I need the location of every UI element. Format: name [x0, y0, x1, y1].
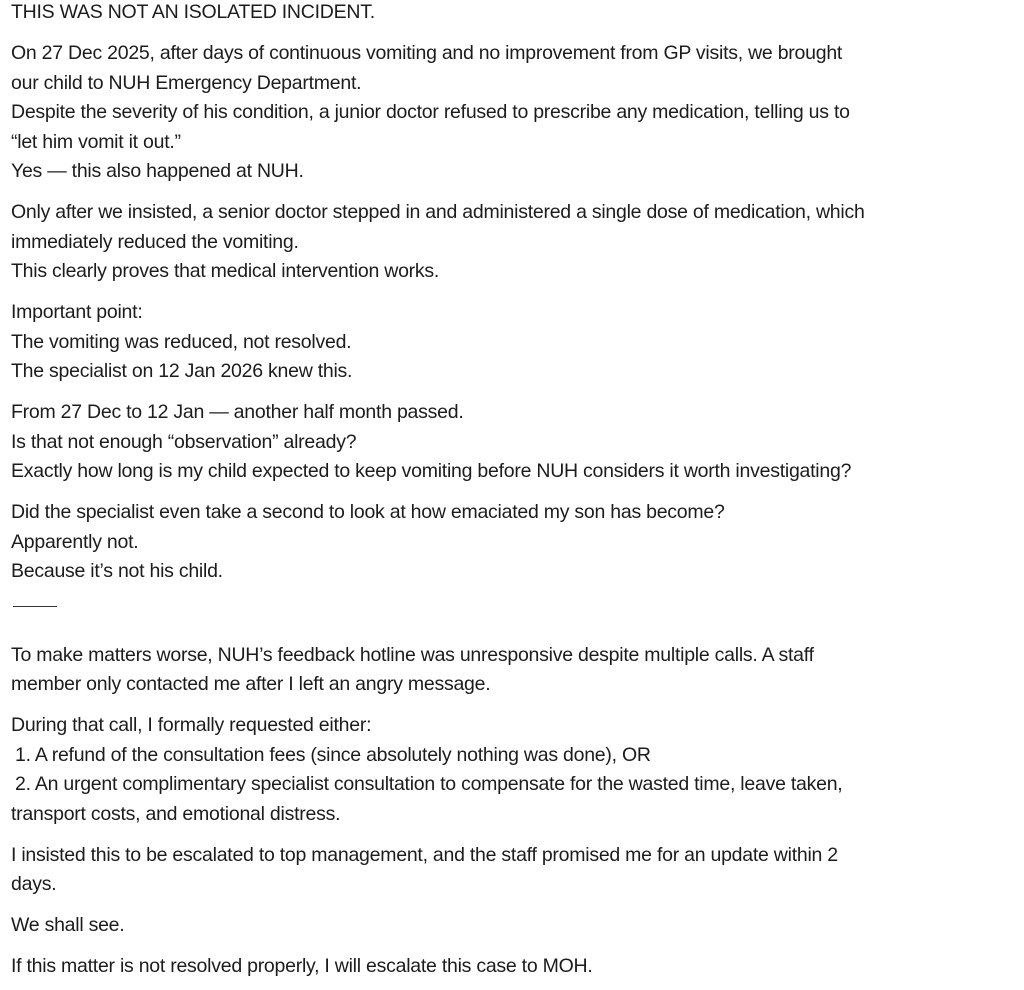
paragraph-line: On 27 Dec 2025, after days of continuous vomiting and no improvement from GP visits, we brought	[11, 42, 843, 64]
paragraph-line: This clearly proves that medical intervention works.	[11, 260, 440, 282]
paragraph-line: The vomiting was reduced, not resolved.	[11, 330, 352, 353]
paragraph-timeline	[11, 398, 1012, 487]
paragraph-line: During that call, I formally requested either:	[11, 714, 372, 736]
paragraph-line: Only after we insisted, a senior doctor stepped in and administered a single dose of medication, which	[11, 201, 865, 223]
paragraph-line: Yes — this also happened at NUH.	[11, 160, 304, 182]
paragraph-we-shall-see	[11, 911, 1012, 941]
paragraph-line: We shall see.	[11, 914, 125, 936]
section-divider	[13, 606, 57, 607]
paragraph-line: immediately reduced the vomiting.	[11, 230, 299, 253]
paragraph-line: “let him vomit it out.”	[11, 130, 181, 153]
paragraph-ed-visit	[11, 39, 1012, 187]
paragraph-line: Despite the severity of his condition, a junior doctor refused to prescribe any medication, telling us to	[11, 101, 850, 123]
paragraph-line: Exactly how long is my child expected to keep vomiting before NUH considers it worth investigating?	[11, 460, 852, 482]
paragraph-line: days.	[11, 873, 57, 895]
paragraph-specialist	[11, 498, 1012, 587]
paragraph-line: our child to NUH Emergency Department.	[11, 71, 362, 94]
paragraph-line: Did the specialist even take a second to look at how emaciated my son has become?	[11, 501, 725, 523]
paragraph-line: I insisted this to be escalated to top management, and the staff promised me for an update within 2	[11, 843, 838, 866]
paragraph-line: Because it’s not his child.	[11, 560, 223, 582]
paragraph-line: If this matter is not resolved properly, I will escalate this case to MOH.	[11, 955, 593, 977]
heading-text: THIS WAS NOT AN ISOLATED INCIDENT.	[11, 1, 375, 23]
paragraph-line: From 27 Dec to 12 Jan — another half month passed.	[11, 401, 464, 423]
paragraph-line: To make matters worse, NUH’s feedback hotline was unresponsive despite multiple calls. A staff	[11, 643, 814, 666]
paragraph-moh	[11, 952, 1012, 982]
paragraph-escalation	[11, 841, 1012, 900]
paragraph-line: Is that not enough “observation” already?	[11, 430, 357, 453]
paragraph-important-point	[11, 298, 1012, 387]
post-heading	[11, 0, 1012, 28]
request-item-refund: 1. A refund of the consultation fees (since absolutely nothing was done), OR	[15, 743, 651, 766]
paragraph-hotline	[11, 641, 1012, 700]
paragraph-line: The specialist on 12 Jan 2026 knew this.	[11, 360, 353, 382]
request-item-consultation: 2. An urgent complimentary specialist consultation to compensate for the wasted time, leave taken,	[15, 773, 843, 795]
paragraph-line: Important point:	[11, 301, 143, 323]
paragraph-line: transport costs, and emotional distress.	[11, 802, 341, 825]
paragraph-requests	[11, 711, 1012, 829]
paragraph-line: Apparently not.	[11, 530, 139, 553]
paragraph-senior-doctor	[11, 198, 1012, 287]
paragraph-line: member only contacted me after I left an angry message.	[11, 673, 491, 695]
